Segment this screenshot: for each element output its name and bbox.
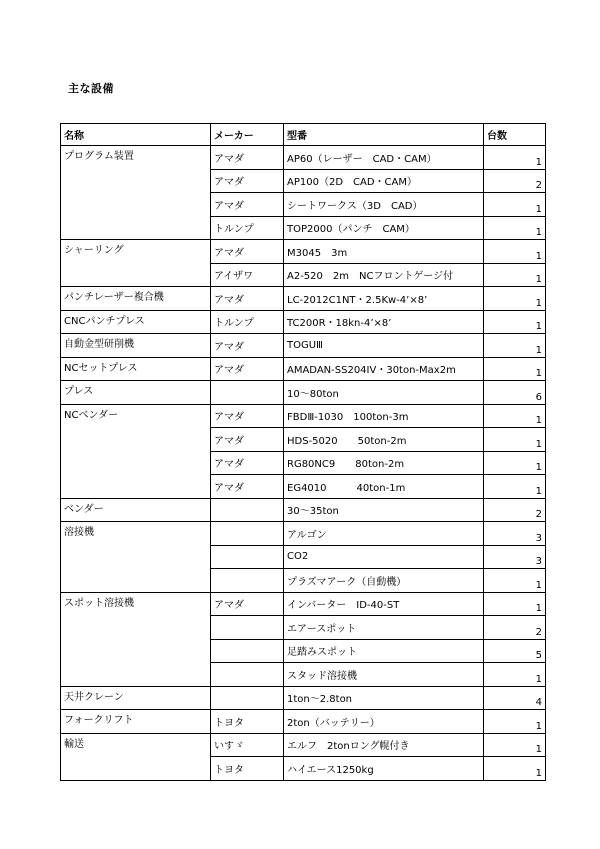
equipment-count: 1 bbox=[484, 193, 546, 217]
table-row bbox=[61, 592, 546, 616]
equipment-model: AP100（2D CAD・CAM） bbox=[284, 169, 484, 193]
table-row bbox=[61, 310, 546, 334]
equipment-count: 2 bbox=[484, 616, 546, 640]
equipment-name: 天井クレーン bbox=[61, 686, 211, 710]
equipment-table bbox=[60, 123, 546, 781]
equipment-maker: アマダ bbox=[211, 475, 284, 499]
equipment-count: 1 bbox=[484, 663, 546, 687]
equipment-name: スポット溶接機 bbox=[61, 592, 211, 686]
equipment-count: 4 bbox=[484, 686, 546, 710]
equipment-count: 5 bbox=[484, 639, 546, 663]
equipment-model: 足踏みスポット bbox=[284, 639, 484, 663]
table-row bbox=[61, 146, 546, 170]
page-title: 主な設備 bbox=[68, 82, 114, 95]
equipment-count: 2 bbox=[484, 498, 546, 522]
equipment-count: 1 bbox=[484, 216, 546, 240]
equipment-model: インバーター ID-40-ST bbox=[284, 592, 484, 616]
equipment-model: エルフ 2tonロング幌付き bbox=[284, 733, 484, 757]
equipment-maker: アマダ bbox=[211, 193, 284, 217]
equipment-count: 1 bbox=[484, 146, 546, 170]
table-row bbox=[61, 381, 546, 405]
equipment-model: M3045 3m bbox=[284, 240, 484, 264]
equipment-maker: アマダ bbox=[211, 146, 284, 170]
equipment-maker: アマダ bbox=[211, 169, 284, 193]
equipment-model: AMADAN-SS204IV・30ton-Max2m bbox=[284, 357, 484, 381]
equipment-model: エアースポット bbox=[284, 616, 484, 640]
equipment-maker: アマダ bbox=[211, 287, 284, 311]
equipment-maker: アマダ bbox=[211, 428, 284, 452]
equipment-name: シャーリング bbox=[61, 240, 211, 287]
equipment-count: 1 bbox=[484, 710, 546, 734]
equipment-maker: アマダ bbox=[211, 334, 284, 358]
equipment-maker bbox=[211, 616, 284, 640]
header-model: 型番 bbox=[284, 124, 484, 146]
table-body bbox=[61, 146, 546, 781]
header-row bbox=[61, 124, 546, 146]
equipment-model: LC-2012C1NT・2.5Kw-4’×8’ bbox=[284, 287, 484, 311]
equipment-model: TOP2000（パンチ CAM） bbox=[284, 216, 484, 240]
equipment-maker bbox=[211, 663, 284, 687]
equipment-maker bbox=[211, 639, 284, 663]
equipment-maker bbox=[211, 381, 284, 405]
table-row bbox=[61, 240, 546, 264]
equipment-name: NCベンダー bbox=[61, 404, 211, 498]
equipment-model: アルゴン bbox=[284, 522, 484, 546]
header-maker: メーカー bbox=[211, 124, 284, 146]
equipment-name: プログラム装置 bbox=[61, 146, 211, 240]
equipment-model: 10～80ton bbox=[284, 381, 484, 405]
equipment-model: HDS-5020 50ton-2m bbox=[284, 428, 484, 452]
equipment-count: 1 bbox=[484, 240, 546, 264]
equipment-count: 1 bbox=[484, 287, 546, 311]
table-row bbox=[61, 498, 546, 522]
equipment-model: TC200R・18kn-4’×8’ bbox=[284, 310, 484, 334]
equipment-count: 1 bbox=[484, 475, 546, 499]
equipment-count: 6 bbox=[484, 381, 546, 405]
equipment-maker bbox=[211, 686, 284, 710]
equipment-maker bbox=[211, 545, 284, 569]
table-row bbox=[61, 686, 546, 710]
equipment-name: 溶接機 bbox=[61, 522, 211, 593]
equipment-count: 1 bbox=[484, 451, 546, 475]
equipment-name: 輸送 bbox=[61, 733, 211, 780]
table-row bbox=[61, 334, 546, 358]
equipment-model: AP60（レーザー CAD・CAM） bbox=[284, 146, 484, 170]
equipment-maker: トルンプ bbox=[211, 310, 284, 334]
equipment-count: 3 bbox=[484, 522, 546, 546]
equipment-model: 1ton～2.8ton bbox=[284, 686, 484, 710]
equipment-maker: いすゞ bbox=[211, 733, 284, 757]
equipment-name: ベンダー bbox=[61, 498, 211, 522]
equipment-name: パンチレーザー複合機 bbox=[61, 287, 211, 311]
equipment-count: 1 bbox=[484, 404, 546, 428]
table-row bbox=[61, 522, 546, 546]
equipment-maker: アマダ bbox=[211, 240, 284, 264]
equipment-model: 30～35ton bbox=[284, 498, 484, 522]
equipment-count: 1 bbox=[484, 569, 546, 593]
equipment-model: A2-520 2m NCフロントゲージ付 bbox=[284, 263, 484, 287]
equipment-name: CNCパンチプレス bbox=[61, 310, 211, 334]
equipment-model: FBDⅢ-1030 100ton-3m bbox=[284, 404, 484, 428]
equipment-name: フォークリフト bbox=[61, 710, 211, 734]
equipment-name: 自動金型研削機 bbox=[61, 334, 211, 358]
equipment-count: 2 bbox=[484, 169, 546, 193]
equipment-maker: トヨタ bbox=[211, 710, 284, 734]
table-row bbox=[61, 357, 546, 381]
equipment-maker: トルンプ bbox=[211, 216, 284, 240]
equipment-model: 2ton（バッテリー） bbox=[284, 710, 484, 734]
equipment-model: EG4010 40ton-1m bbox=[284, 475, 484, 499]
equipment-count: 1 bbox=[484, 310, 546, 334]
equipment-model: ハイエース1250kg bbox=[284, 757, 484, 781]
equipment-maker: アマダ bbox=[211, 592, 284, 616]
equipment-maker bbox=[211, 569, 284, 593]
equipment-model: プラズマアーク（自動機） bbox=[284, 569, 484, 593]
equipment-count: 1 bbox=[484, 428, 546, 452]
equipment-maker: アマダ bbox=[211, 357, 284, 381]
table-row bbox=[61, 710, 546, 734]
equipment-name: NCセットプレス bbox=[61, 357, 211, 381]
equipment-count: 1 bbox=[484, 592, 546, 616]
equipment-model: スタッド溶接機 bbox=[284, 663, 484, 687]
equipment-count: 1 bbox=[484, 334, 546, 358]
header-count: 台数 bbox=[484, 124, 546, 146]
equipment-count: 1 bbox=[484, 357, 546, 381]
header-name: 名称 bbox=[61, 124, 211, 146]
equipment-model: TOGUⅢ bbox=[284, 334, 484, 358]
equipment-maker bbox=[211, 522, 284, 546]
equipment-name: プレス bbox=[61, 381, 211, 405]
equipment-model: RG80NC9 80ton-2m bbox=[284, 451, 484, 475]
equipment-maker bbox=[211, 498, 284, 522]
table-row bbox=[61, 287, 546, 311]
equipment-maker: アマダ bbox=[211, 404, 284, 428]
equipment-model: シートワークス（3D CAD） bbox=[284, 193, 484, 217]
equipment-count: 1 bbox=[484, 733, 546, 757]
equipment-count: 1 bbox=[484, 263, 546, 287]
equipment-count: 1 bbox=[484, 757, 546, 781]
equipment-maker: アイザワ bbox=[211, 263, 284, 287]
table-row bbox=[61, 733, 546, 757]
equipment-model: CO2 bbox=[284, 545, 484, 569]
equipment-maker: アマダ bbox=[211, 451, 284, 475]
equipment-count: 3 bbox=[484, 545, 546, 569]
equipment-maker: トヨタ bbox=[211, 757, 284, 781]
table-row bbox=[61, 404, 546, 428]
